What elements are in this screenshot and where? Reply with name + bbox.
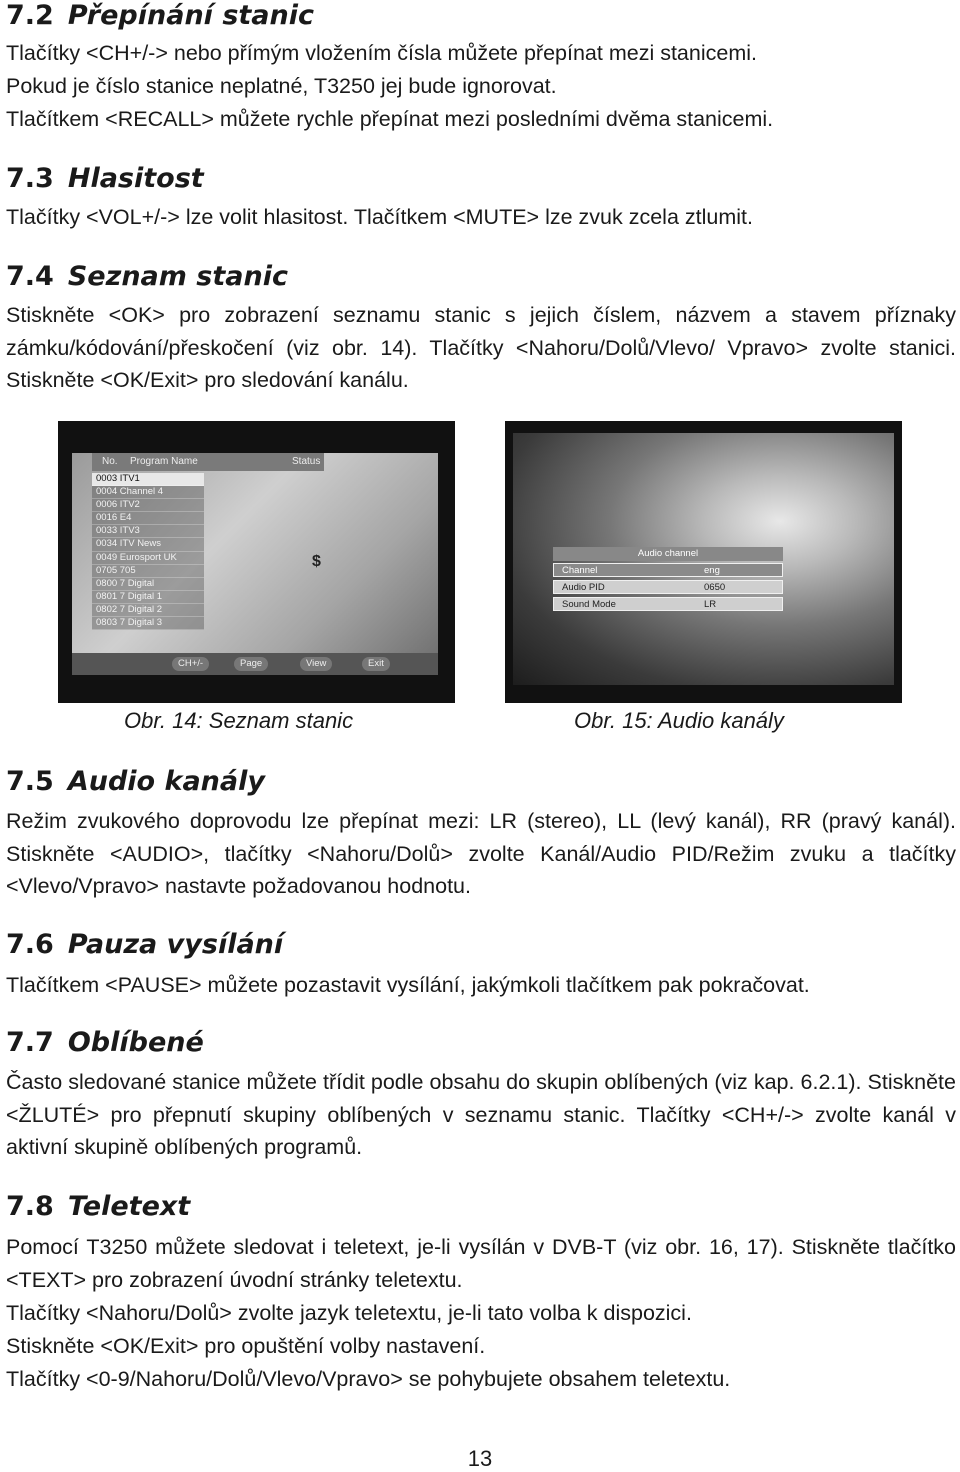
channel-row: 0705 705 [92, 565, 204, 578]
paragraph-7-7: Často sledované stanice můžete třídit podle obsahu do skupin oblíbených (viz kap. 6.2.1). Stiskněte <ŽLUTÉ> pro přepnutí skupiny oblíbených v seznamu stanic. Tlačítky <CH+/-> zvolte kanál v aktivní skupině oblíbených programů. [6, 1070, 956, 1160]
section-number: 7.2 [6, 0, 54, 31]
paragraph-7-8: Pomocí T3250 můžete sledovat i teletext, je-li vysílán v DVB-T (viz obr. 16, 17). Stiskněte tlačítko <TEXT> pro zobrazení úvodní stránky teletextu. [6, 1235, 956, 1292]
section-number: 7.6 [6, 929, 54, 960]
figure-audio-channels [505, 421, 902, 703]
header-status: Status [292, 456, 321, 467]
section-number: 7.4 [6, 261, 54, 292]
channel-row: 0004 Channel 4 [92, 486, 204, 499]
heading-7-4 [6, 261, 288, 293]
row-key: Channel [562, 565, 598, 576]
scrambled-status-icon: $ [312, 553, 321, 570]
page-button-hint: Page [234, 657, 268, 671]
channel-row: 0049 Eurosport UK [92, 552, 204, 565]
section-number: 7.7 [6, 1027, 54, 1058]
exit-button-hint: Exit [362, 657, 390, 671]
section-title: Seznam stanic [67, 261, 288, 292]
audio-row-pid [553, 580, 783, 594]
audio-channel-panel [553, 547, 783, 615]
header-no: No. [102, 456, 118, 467]
channel-row: 0006 ITV2 [92, 499, 204, 512]
paragraph-7-2-line-2: Pokud je číslo stanice neplatné, T3250 jej bude ignorovat. [6, 74, 557, 98]
channel-row: 0801 7 Digital 1 [92, 591, 204, 604]
tv-screen [513, 433, 894, 685]
heading-7-8 [6, 1191, 190, 1223]
channel-row: 0802 7 Digital 2 [92, 604, 204, 617]
section-number: 7.8 [6, 1191, 54, 1222]
tv-screen [72, 453, 438, 675]
section-title: Přepínání stanic [67, 0, 315, 31]
row-value: 0650 [704, 582, 726, 593]
channel-row: 0803 7 Digital 3 [92, 617, 204, 630]
section-title: Teletext [67, 1191, 191, 1222]
caption-figure-14: Obr. 14: Seznam stanic [124, 708, 354, 733]
paragraph-7-8-line-4: Stiskněte <OK/Exit> pro opuštění volby nastavení. [6, 1334, 486, 1358]
figure-channel-list [58, 421, 455, 703]
channel-row: 0034 ITV News [92, 538, 204, 551]
heading-7-3 [6, 163, 204, 195]
paragraph-7-5: Režim zvukového doprovodu lze přepínat mezi: LR (stereo), LL (levý kanál), RR (pravý kanál). Stiskněte <AUDIO>, tlačítky <Nahoru/Dolů> zvolte Kanál/Audio PID/Režim zvuku a tlačítky <Vlevo/Vpravo> nastavte požadovanou hodnotu. [6, 809, 956, 899]
row-value: LR [704, 599, 717, 610]
channel-row: 0016 E4 [92, 512, 204, 525]
paragraph-7-2-line-3: Tlačítkem <RECALL> můžete rychle přepínat mezi posledními dvěma stanicemi. [6, 107, 774, 131]
channel-row: 0800 7 Digital [92, 578, 204, 591]
button-bar [72, 653, 438, 675]
page-number: 13 [467, 1446, 493, 1471]
paragraph-7-2-line-1: Tlačítky <CH+/-> nebo přímým vložením čísla můžete přepínat mezi stanicemi. [6, 41, 757, 65]
section-title: Oblíbené [67, 1027, 204, 1058]
row-key: Audio PID [562, 582, 605, 593]
panel-title: Audio channel [553, 547, 783, 561]
paragraph-7-8-line-5: Tlačítky <0-9/Nahoru/Dolů/Vlevo/Vpravo> se pohybujete obsahem teletextu. [6, 1367, 731, 1391]
section-title: Hlasitost [67, 163, 204, 194]
audio-row-sound-mode [553, 597, 783, 611]
channel-list [92, 473, 204, 630]
header-program-name: Program Name [130, 456, 198, 467]
channel-row: 0003 ITV1 [92, 473, 204, 486]
list-header [92, 453, 324, 471]
ch-button-hint: CH+/- [172, 657, 209, 671]
section-number: 7.5 [6, 766, 54, 797]
view-button-hint: View [300, 657, 332, 671]
paragraph-7-8-line-3: Tlačítky <Nahoru/Dolů> zvolte jazyk teletextu, je-li tato volba k dispozici. [6, 1301, 692, 1325]
heading-7-7 [6, 1027, 204, 1059]
row-key: Sound Mode [562, 599, 616, 610]
heading-7-6 [6, 929, 283, 961]
caption-figure-15: Obr. 15: Audio kanály [574, 708, 784, 733]
row-value: eng [704, 565, 720, 576]
channel-row: 0033 ITV3 [92, 525, 204, 538]
section-title: Audio kanály [67, 766, 265, 797]
section-number: 7.3 [6, 163, 54, 194]
paragraph-7-4: Stiskněte <OK> pro zobrazení seznamu stanic s jejich číslem, názvem a stavem příznaky zámku/kódování/přeskočení (viz obr. 14). Tlačítky <Nahoru/Dolů/Vlevo/ Vpravo> zvolte stanici. Stiskněte <OK/Exit> pro sledování kanálu. [6, 303, 956, 393]
paragraph-7-6: Tlačítkem <PAUSE> můžete pozastavit vysílání, jakýmkoli tlačítkem pak pokračovat. [6, 973, 810, 997]
heading-7-5 [6, 766, 265, 798]
audio-row-channel [553, 563, 783, 577]
heading-7-2 [6, 0, 314, 32]
paragraph-7-3: Tlačítky <VOL+/-> lze volit hlasitost. Tlačítkem <MUTE> lze zvuk zcela ztlumit. [6, 205, 753, 229]
section-title: Pauza vysílání [67, 929, 284, 960]
